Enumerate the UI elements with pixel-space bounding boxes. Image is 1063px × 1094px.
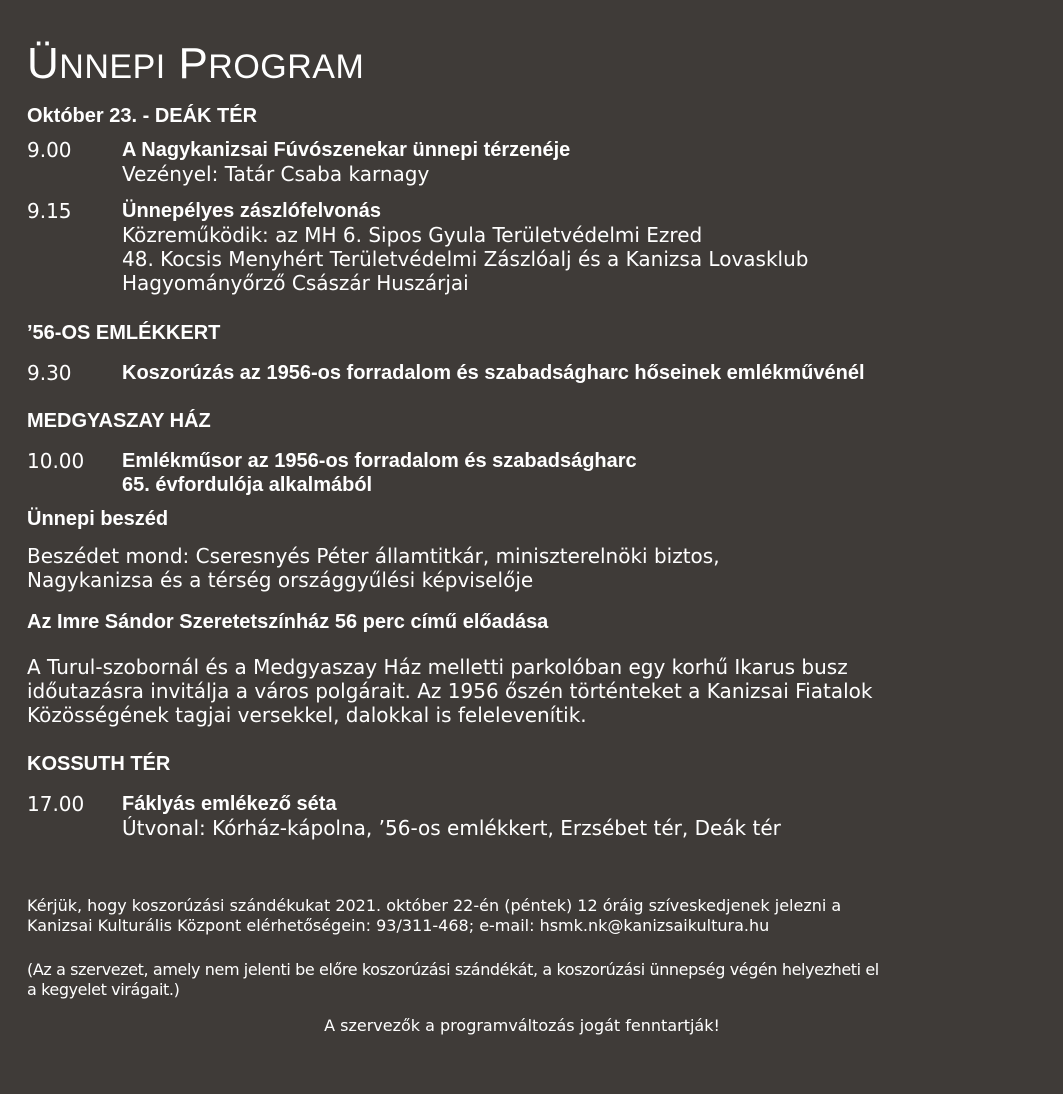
title-word-2: ROGRAM xyxy=(208,48,365,86)
item-title: Ünnepélyes zászlófelvonás xyxy=(122,200,381,222)
section-heading-kossuth: KOSSUTH TÉR xyxy=(27,753,171,775)
item-time: 9.30 xyxy=(27,361,72,385)
theatre-line: időutazásra invitálja a város polgárait. Az 1956 őszén történteket a Kanizsai Fiatalok xyxy=(27,679,873,703)
request-line: Kérjük, hogy koszorúzási szándékukat 2021. október 22-én (péntek) 12 óráig szíveskedjenek jelezni a xyxy=(27,896,842,915)
speech-text xyxy=(27,544,1027,592)
section-heading-deak-ter: Október 23. - DEÁK TÉR xyxy=(27,105,258,127)
speech-line: Nagykanizsa és a térség országgyűlési képviselője xyxy=(27,568,534,592)
section-heading-medgyaszay: MEDGYASZAY HÁZ xyxy=(27,410,211,432)
title-word-1: NNEPI xyxy=(59,48,166,86)
theatre-heading: Az Imre Sándor Szeretetszínház 56 perc című előadása xyxy=(27,611,549,633)
item-title: A Nagykanizsai Fúvószenekar ünnepi térzenéje xyxy=(122,139,571,161)
item-title: Emlékműsor az 1956-os forradalom és szabadságharc xyxy=(122,450,637,472)
paren-line: (Az a szervezet, amely nem jelenti be előre koszorúzási szándékát, a koszorúzási ünnepség végén helyezheti el xyxy=(27,960,879,979)
theatre-line: A Turul-szobornál és a Medgyaszay Ház melletti parkolóban egy korhű Ikarus busz xyxy=(27,655,848,679)
item-line: Útvonal: Kórház-kápolna, ’56-os emlékkert, Erzsébet tér, Deák tér xyxy=(122,816,781,840)
item-time: 10.00 xyxy=(27,449,85,473)
title-initial-1: Ü xyxy=(27,39,60,88)
item-time: 9.15 xyxy=(27,199,72,223)
page-title xyxy=(27,40,364,91)
item-line: 48. Kocsis Menyhért Területvédelmi Zászlóalj és a Kanizsa Lovasklub xyxy=(122,247,809,271)
item-time: 17.00 xyxy=(27,792,85,816)
item-title: Fáklyás emlékező séta xyxy=(122,793,337,815)
parenthetical-note xyxy=(27,960,1037,1000)
item-line: Közreműködik: az MH 6. Sipos Gyula Területvédelmi Ezred xyxy=(122,223,703,247)
paren-line: a kegyelet virágait.) xyxy=(27,980,180,999)
item-line: Vezényel: Tatár Csaba karnagy xyxy=(122,162,430,186)
item-title: Koszorúzás az 1956-os forradalom és szabadságharc hőseinek emlékművénél xyxy=(122,362,865,384)
item-title: 65. évfordulója alkalmából xyxy=(122,474,373,496)
speech-line: Beszédet mond: Cseresnyés Péter államtitkár, miniszterelnöki biztos, xyxy=(27,544,720,568)
item-line: Hagyományőrző Császár Huszárjai xyxy=(122,271,469,295)
theatre-text xyxy=(27,655,1027,727)
speech-heading: Ünnepi beszéd xyxy=(27,508,169,530)
request-line: Kanizsai Kulturális Központ elérhetőségein: 93/311-468; e-mail: hsmk.nk@kanizsaikultura.hu xyxy=(27,916,770,935)
closing-note: A szervezők a programváltozás jogát fenntartják! xyxy=(324,1016,720,1035)
item-time: 9.00 xyxy=(27,138,72,162)
theatre-line: Közösségének tagjai versekkel, dalokkal is felelevenítik. xyxy=(27,703,587,727)
section-heading-emlekkert: ’56-OS EMLÉKKERT xyxy=(27,322,221,344)
title-initial-2: P xyxy=(178,39,209,88)
request-note xyxy=(27,896,1037,936)
